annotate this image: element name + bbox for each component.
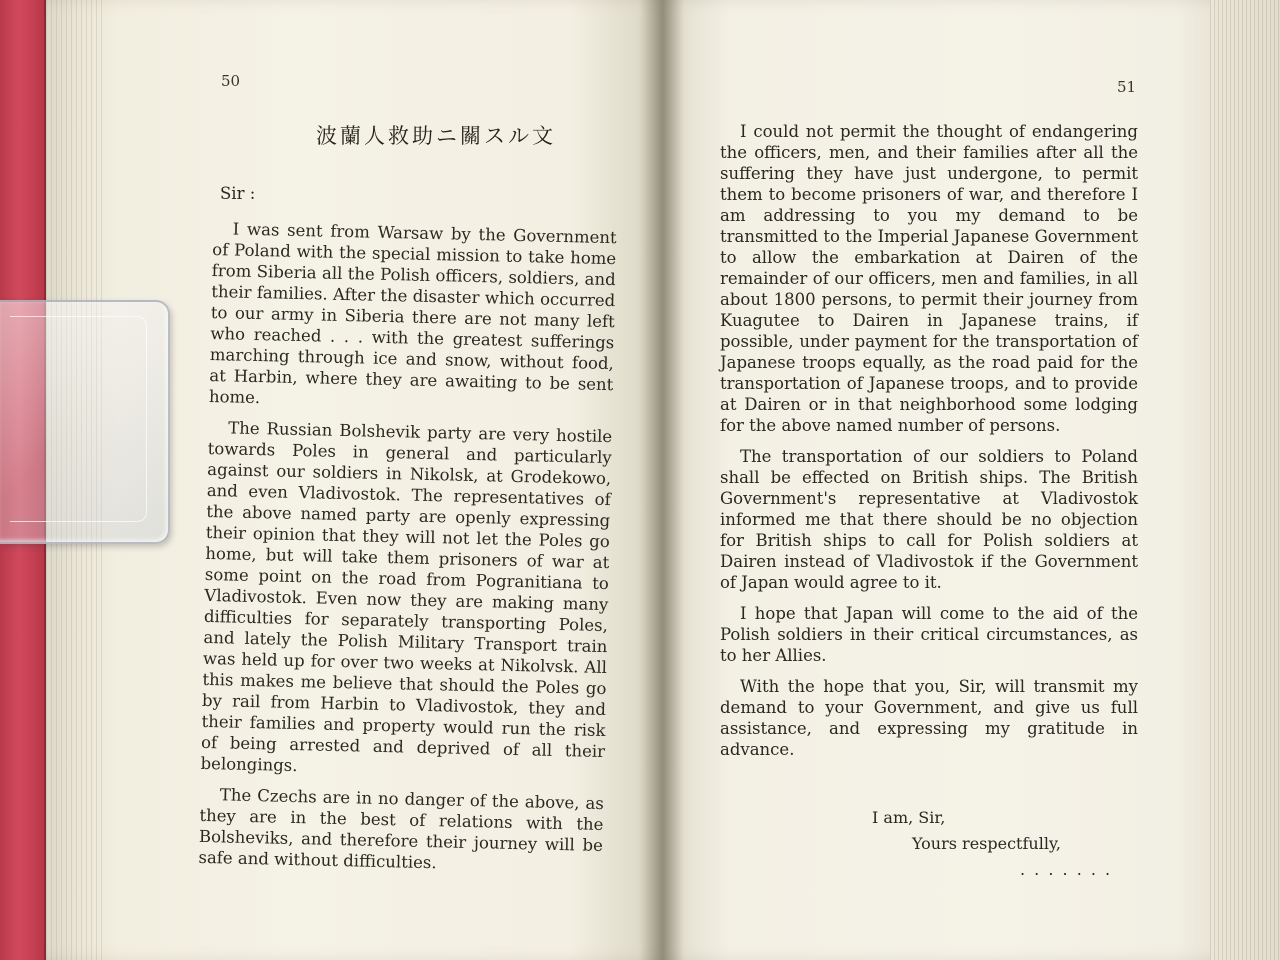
right-paragraph: The transportation of our soldiers to Poland shall be effected on British ships. The British Government's representative at Vladivostok informed me that there should be no objection for British ships to call for Polish soldiers at Dairen instead of Vladivostok if the Government of Japan would agree to it. xyxy=(720,447,1138,592)
acrylic-book-weight xyxy=(0,300,170,544)
page-heading: 波蘭人救助ニ關スル文 xyxy=(316,124,556,148)
salutation: Sir : xyxy=(220,184,256,203)
left-paragraph: The Czechs are in no danger of the above, as they are in the best of relations with the Bolsheviks, and therefore their journey will be safe and without difficulties. xyxy=(198,785,605,873)
left-page-body xyxy=(198,218,617,887)
right-page-edges xyxy=(1210,0,1280,960)
right-paragraph: I hope that Japan will come to the aid of the Polish soldiers in their critical circumstances, as to her Allies. xyxy=(720,604,1138,665)
left-page-number: 50 xyxy=(221,72,241,90)
closing-line: I am, Sir, xyxy=(872,808,946,827)
right-page-body xyxy=(720,121,1138,770)
closing-line: Yours respectfully, xyxy=(912,834,1061,853)
right-paragraph: I could not permit the thought of endangering the officers, men, and their families after all the suffering they have just undergone, to permit them to become prisoners of war, and therefore I am addressing to you my demand to be transmitted to the Imperial Japanese Government to allow the embarkation at Dairen of the remainder of our officers, men and families, in all about 1800 persons, to permit their journey from Kuagutee to Dairen in Japanese trains, if possible, under payment for the transportation of Japanese troops equally, as the road paid for the transportation of Japanese troops, and to provide at Dairen or in that neighborhood some lodging for the above named number of persons. xyxy=(720,122,1138,435)
book-gutter xyxy=(640,0,684,960)
signature: . . . . . . . xyxy=(1020,860,1113,879)
left-paragraph: The Russian Bolshevik party are very hostile towards Poles in general and particularly against our soldiers in Nikolsk, at Grodekowo, and even Vladivostok. The representatives of the above named party are openly expressing their opinion that they will not let the Poles go home, but will take them prisoners of war at some point on the road from Pogranitiana to Vladivostok. Even now they are making many difficulties for separately transporting Poles, and lately the Polish Military Transport train was held up for over two weeks at Nikolvsk. All this makes me believe that should the Poles go by rail from Harbin to Vladivostok, they and their families and property would run the risk of being arrested and deprived of all their belongings. xyxy=(200,418,613,776)
left-paragraph: I was sent from Warsaw by the Government of Poland with the special mission to take home from Siberia all the Polish officers, soldiers, and their families. After the disaster which occurred to our army in Siberia there are not many left who reached . . . with the greatest sufferings marching through ice and snow, without food, at Harbin, where they are awaiting to be sent home. xyxy=(208,219,617,408)
right-page-number: 51 xyxy=(1117,78,1137,96)
right-paragraph: With the hope that you, Sir, will transmit my demand to your Government, and give us full assistance, and expressing my gratitude in advance. xyxy=(720,677,1138,759)
